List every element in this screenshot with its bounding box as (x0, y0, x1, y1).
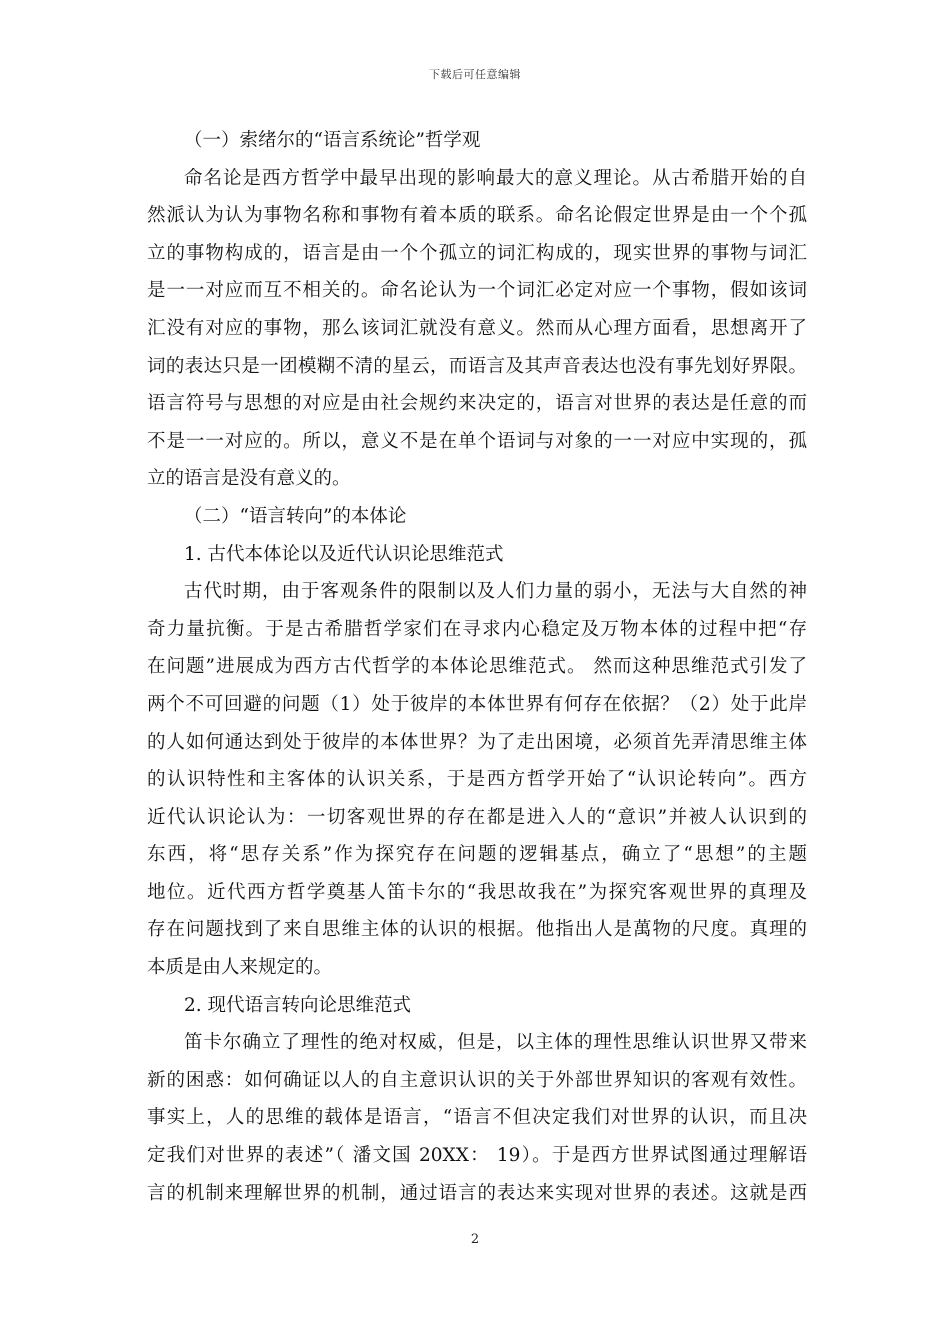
page-number: 2 (470, 1232, 480, 1247)
paragraph-line: 存在问题找到了来自思维主体的认识的根据。他指出人是萬物的尺度。真理的 (147, 919, 807, 941)
paragraph-line: 近代认识论认为：一切客观世界的存在都是进入人的“意识”并被人认识到的 (147, 806, 807, 828)
paragraph-line: 在问题”进展成为西方古代哲学的本体论思维范式。 然而这种思维范式引发了 (147, 656, 807, 678)
section-heading-2: （二）“语言转向”的本体论 (184, 505, 407, 527)
paragraph-line: 是一一对应而互不相关的。命名论认为一个词汇必定对应一个事物，假如该词 (147, 280, 807, 302)
paragraph-line: 事实上，人的思维的载体是语言，“语言不但决定我们对世界的认识，而且决 (147, 1107, 807, 1129)
paragraph-line: 东西，将“思存关系”作为探究存在问题的逻辑基点，确立了“思想”的主题 (147, 844, 807, 866)
paragraph-line: 两个不可回避的问题（1）处于彼岸的本体世界有何存在依据？（2）处于此岸 (147, 693, 807, 715)
paragraph-line: 立的事物构成的，语言是由一个个孤立的词汇构成的，现实世界的事物与词汇 (147, 242, 807, 264)
paragraph-line-last: 立的语言是没有意义的。 (147, 468, 351, 490)
paragraph-line: 笛卡尔确立了理性的绝对权威，但是，以主体的理性思维认识世界又带来 (184, 1032, 807, 1054)
paragraph-line: 的认识特性和主客体的认识关系，于是西方哲学开始了“认识论转向”。西方 (147, 769, 807, 791)
paragraph-line: 定我们对世界的表述”（ 潘文国 20XX： 19）。于是西方世界试图通过理解语 (147, 1145, 807, 1167)
paragraph-line: 地位。近代西方哲学奠基人笛卡尔的“我思故我在”为探究客观世界的真理及 (147, 881, 807, 903)
subsection-heading-1: 1. 古代本体论以及近代认识论思维范式 (184, 543, 504, 565)
paragraph-line-last: 本质是由人来规定的。 (147, 957, 333, 979)
section-heading-1: （一）索绪尔的“语言系统论”哲学观 (184, 130, 481, 151)
document-body (147, 122, 807, 1212)
paragraph-line: 新的困惑：如何确证以人的自主意识认识的关于外部世界知识的客观有效性。 (147, 1069, 807, 1091)
paragraph-line: 不是一一对应的。所以，意义不是在单个语词与对象的一一对应中实现的，孤 (147, 430, 807, 452)
paragraph-line: 言的机制来理解世界的机制，通过语言的表达来实现对世界的表述。这就是西 (147, 1182, 807, 1204)
page-header: 下载后可任意编辑 (429, 68, 521, 81)
paragraph-line: 词的表达只是一团模糊不清的星云，而语言及其声音表达也没有事先划好界限。 (147, 355, 807, 377)
paragraph-line: 奇力量抗衡。于是古希腊哲学家们在寻求内心稳定及万物本体的过程中把“存 (147, 618, 807, 640)
paragraph-line: 古代时期，由于客观条件的限制以及人们力量的弱小，无法与大自然的神 (184, 581, 807, 603)
paragraph-line: 然派认为认为事物名称和事物有着本质的联系。命名论假定世界是由一个个孤 (147, 205, 807, 227)
paragraph-line: 语言符号与思想的对应是由社会规约来决定的，语言对世界的表达是任意的而 (147, 393, 807, 415)
paragraph-line: 的人如何通达到处于彼岸的本体世界？为了走出困境，必须首先弄清思维主体 (147, 731, 807, 753)
subsection-heading-2: 2. 现代语言转向论思维范式 (184, 994, 412, 1016)
paragraph-line: 汇没有对应的事物，那么该词汇就没有意义。然而从心理方面看，思想离开了 (147, 317, 807, 339)
paragraph-line: 命名论是西方哲学中最早出现的影响最大的意义理论。从古希腊开始的自 (184, 167, 807, 189)
